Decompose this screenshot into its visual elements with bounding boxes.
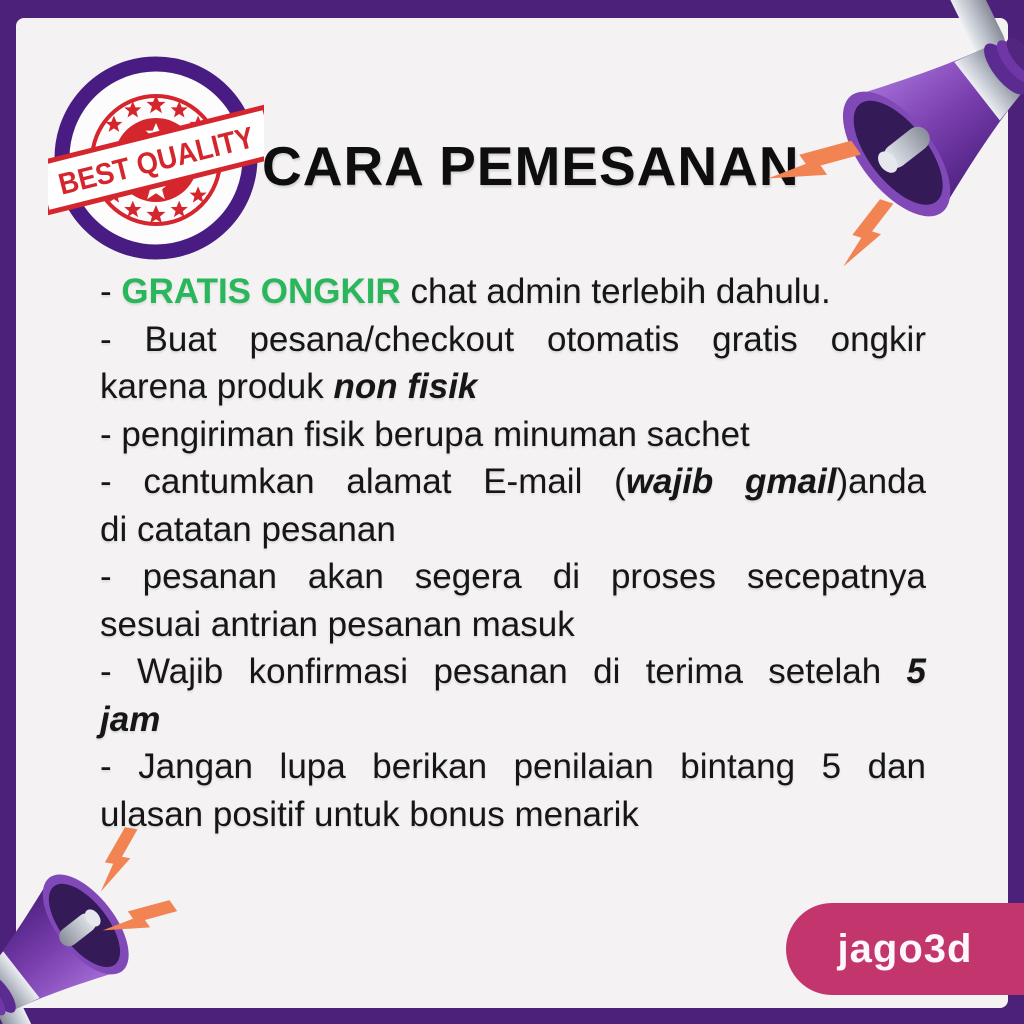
instruction-line: - Buat pesana/checkout otomatis gratis ongkir — [100, 319, 926, 359]
instruction-line: karena produk non fisik — [100, 367, 478, 406]
instruction-line: jam — [100, 699, 161, 739]
instruction-line: sesuai antrian pesanan masuk — [100, 604, 575, 644]
instruction-line: - Wajib konfirmasi pesanan di terima setelah 5 — [100, 652, 926, 691]
instruction-line: - cantumkan alamat E-mail (wajib gmail)anda — [100, 462, 927, 501]
instruction-line: ulasan positif untuk bonus menarik — [100, 794, 639, 834]
instruction-line: - pengiriman fisik berupa minuman sachet — [100, 414, 750, 454]
brand-label: jago3d — [837, 926, 973, 971]
instructions — [100, 268, 926, 838]
page-title: CARA PEMESANAN — [262, 135, 800, 197]
instruction-line: - GRATIS ONGKIR chat admin terlebih dahulu. — [100, 272, 831, 311]
best-quality-badge — [48, 50, 264, 266]
instruction-line: - Jangan lupa berikan penilaian bintang 5 dan — [100, 747, 926, 786]
instruction-line: di catatan pesanan — [100, 509, 396, 549]
badge-label: BEST QUALITY — [55, 116, 264, 202]
brand-ribbon — [786, 903, 1024, 995]
best-quality-stamp-icon — [48, 50, 264, 266]
instruction-line: - pesanan akan segera di proses secepatnya — [100, 557, 926, 596]
